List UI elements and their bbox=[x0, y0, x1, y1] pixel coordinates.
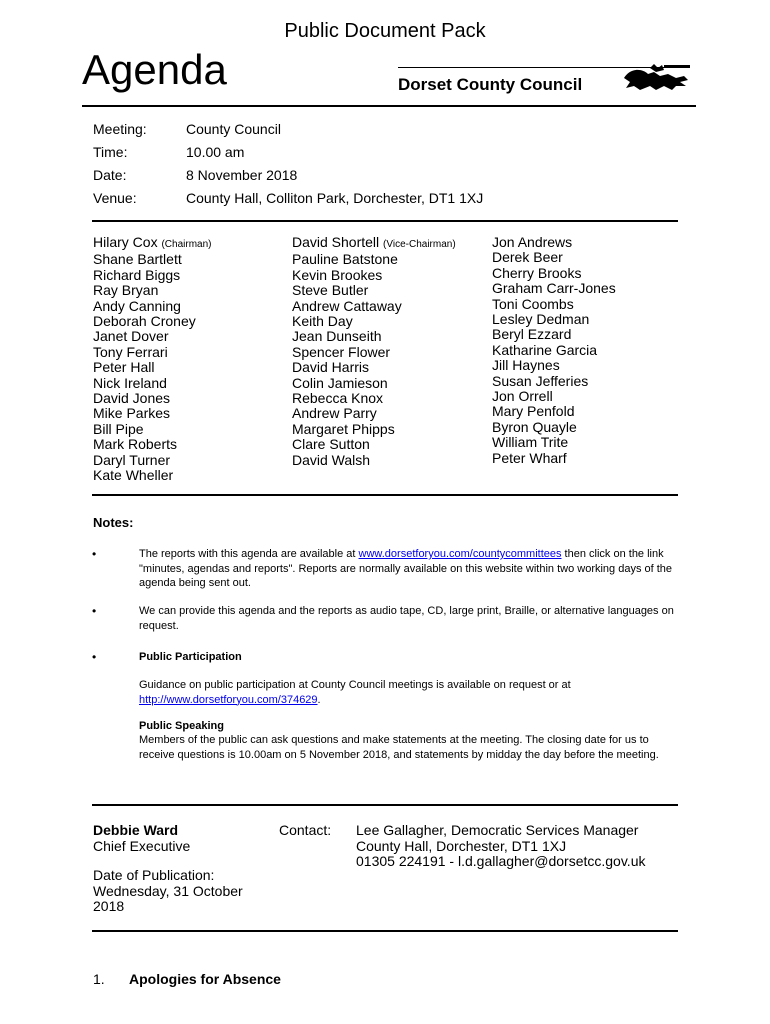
header-divider bbox=[82, 105, 696, 107]
member-name-text: Shane Bartlett bbox=[93, 251, 182, 268]
member-name bbox=[492, 312, 616, 327]
member-name bbox=[292, 283, 456, 298]
member-name-text: Ray Bryan bbox=[93, 282, 159, 299]
member-name bbox=[492, 266, 616, 281]
member-name bbox=[492, 343, 616, 358]
member-name-text: Jill Haynes bbox=[492, 357, 560, 374]
member-name bbox=[93, 391, 211, 406]
member-name-text: Peter Wharf bbox=[492, 449, 567, 466]
member-name bbox=[93, 283, 211, 298]
member-role: (Vice-Chairman) bbox=[383, 239, 456, 250]
agenda-item-number: 1. bbox=[93, 971, 105, 987]
member-name-text: David Harris bbox=[292, 359, 370, 376]
members-bottom-divider bbox=[92, 494, 678, 496]
member-name bbox=[93, 437, 211, 452]
member-name-text: David Walsh bbox=[292, 451, 371, 468]
member-name-text: Andrew Cattaway bbox=[292, 297, 402, 314]
member-name-text: Hilary Cox bbox=[93, 234, 158, 250]
members-top-divider bbox=[92, 220, 678, 222]
member-name bbox=[292, 376, 456, 391]
member-name bbox=[492, 235, 616, 250]
member-name bbox=[292, 268, 456, 283]
member-name bbox=[93, 314, 211, 329]
bullet-icon: • bbox=[92, 604, 97, 618]
time-value: 10.00 am bbox=[186, 144, 245, 160]
member-name-text: Mary Penfold bbox=[492, 403, 575, 420]
contact-label: Contact: bbox=[279, 822, 332, 838]
venue-label: Venue: bbox=[93, 190, 137, 206]
note-reports bbox=[139, 547, 679, 591]
member-name bbox=[93, 345, 211, 360]
member-name bbox=[492, 451, 616, 466]
agenda-item-title: Apologies for Absence bbox=[129, 971, 281, 987]
member-name bbox=[93, 422, 211, 437]
member-name bbox=[492, 389, 616, 404]
member-name bbox=[93, 376, 211, 391]
member-name bbox=[292, 314, 456, 329]
signatory-title: Chief Executive bbox=[93, 837, 191, 854]
member-name-text: Steve Butler bbox=[292, 282, 369, 299]
footer-bottom-divider bbox=[92, 930, 678, 932]
member-name-text: Nick Ireland bbox=[93, 374, 167, 391]
member-name bbox=[93, 453, 211, 468]
signatory-block bbox=[93, 823, 273, 915]
member-name-text: Rebecca Knox bbox=[292, 390, 384, 407]
member-name-text: Jean Dunseith bbox=[292, 328, 382, 345]
member-name-text: Mark Roberts bbox=[93, 436, 178, 453]
contact-line2: County Hall, Dorchester, DT1 1XJ bbox=[356, 837, 567, 854]
publication-date-line2: 2018 bbox=[93, 898, 125, 914]
contact-line1: Lee Gallagher, Democratic Services Manager bbox=[356, 822, 639, 838]
notes-heading: Notes: bbox=[93, 515, 134, 530]
member-name bbox=[492, 404, 616, 419]
member-name bbox=[93, 468, 211, 483]
member-name-text: Daryl Turner bbox=[93, 451, 171, 468]
member-name-text: Andrew Parry bbox=[292, 405, 377, 422]
member-name-text: Andy Canning bbox=[93, 297, 181, 314]
member-name-text: Toni Coombs bbox=[492, 295, 574, 312]
dorset-lion-crest-icon bbox=[620, 64, 692, 96]
member-name-text: Richard Biggs bbox=[93, 266, 181, 283]
member-name bbox=[292, 406, 456, 421]
committees-link[interactable]: www.dorsetforyou.com/countycommittees bbox=[358, 548, 562, 560]
publication-label: Date of Publication: bbox=[93, 867, 215, 883]
meeting-value: County Council bbox=[186, 121, 281, 137]
participation-link[interactable]: http://www.dorsetforyou.com/374629 bbox=[139, 693, 318, 706]
public-speaking-heading: Public Speaking bbox=[139, 720, 224, 732]
member-name-text: David Shortell bbox=[292, 234, 380, 250]
agenda-title: Agenda bbox=[82, 46, 227, 93]
member-name-text: Peter Hall bbox=[93, 359, 155, 376]
member-name bbox=[292, 453, 456, 468]
note-reports-text: The reports with this agenda are available at bbox=[139, 548, 359, 560]
member-name bbox=[93, 299, 211, 314]
public-speaking-text: Members of the public can ask questions and make statements at the meeting. The closing date for us to receive questions is 10.00am on 5 November 2018, and statements by midday the day before the meeting. bbox=[139, 734, 659, 761]
note-formats: We can provide this agenda and the reports as audio tape, CD, large print, Braille, or alternative languages on request. bbox=[139, 605, 674, 632]
member-name bbox=[292, 391, 456, 406]
member-name bbox=[93, 360, 211, 375]
public-participation-heading: Public Participation bbox=[139, 651, 242, 663]
bullet-icon: • bbox=[92, 547, 97, 561]
member-name-text: Katharine Garcia bbox=[492, 341, 598, 358]
member-name bbox=[93, 329, 211, 344]
council-name: Dorset County Council bbox=[398, 75, 583, 94]
publication-date-line1: Wednesday, 31 October bbox=[93, 882, 243, 899]
member-name-text: William Trite bbox=[492, 434, 569, 451]
member-name bbox=[93, 268, 211, 283]
member-name bbox=[492, 297, 616, 312]
member-name bbox=[292, 329, 456, 344]
member-name bbox=[93, 406, 211, 421]
member-name bbox=[292, 235, 456, 252]
member-role: (Chairman) bbox=[161, 239, 212, 250]
member-name-text: Derek Beer bbox=[492, 249, 563, 266]
member-name-text: Lesley Dedman bbox=[492, 311, 590, 328]
members-column-1 bbox=[93, 235, 211, 484]
member-name-text: Pauline Batstone bbox=[292, 251, 398, 268]
note-reports-text-cont: then click on the link "minutes, agendas and reports". Reports are normally available on this website within two working days of the agenda being sent out. bbox=[139, 548, 673, 589]
signatory-name: Debbie Ward bbox=[93, 822, 179, 838]
member-name-text: Colin Jamieson bbox=[292, 374, 388, 391]
guidance-text-end: . bbox=[317, 693, 321, 706]
participation-guidance bbox=[139, 678, 679, 707]
member-name-text: Kate Wheller bbox=[93, 467, 174, 484]
pack-title: Public Document Pack bbox=[284, 20, 486, 42]
date-value: 8 November 2018 bbox=[186, 167, 298, 183]
date-label: Date: bbox=[93, 167, 127, 183]
member-name bbox=[492, 374, 616, 389]
member-name bbox=[492, 327, 616, 342]
member-name bbox=[492, 250, 616, 265]
member-name-text: David Jones bbox=[93, 390, 171, 407]
member-name bbox=[292, 345, 456, 360]
member-name-text: Cherry Brooks bbox=[492, 264, 582, 281]
member-name-text: Mike Parkes bbox=[93, 405, 171, 422]
member-name-text: Kevin Brookes bbox=[292, 266, 383, 283]
time-label: Time: bbox=[93, 144, 128, 160]
member-name bbox=[292, 422, 456, 437]
member-name-text: Susan Jefferies bbox=[492, 372, 589, 389]
member-name-text: Tony Ferrari bbox=[93, 343, 168, 360]
member-name-text: Byron Quayle bbox=[492, 418, 577, 435]
member-name-text: Graham Carr-Jones bbox=[492, 280, 616, 297]
member-name bbox=[292, 437, 456, 452]
guidance-text: Guidance on public participation at County Council meetings is available on request or at bbox=[139, 679, 571, 691]
member-name-text: Margaret Phipps bbox=[292, 420, 395, 437]
member-name-text: Spencer Flower bbox=[292, 343, 391, 360]
bullet-icon: • bbox=[92, 650, 97, 664]
member-name-text: Jon Andrews bbox=[492, 234, 573, 250]
member-name-text: Janet Dover bbox=[93, 328, 169, 345]
member-name-text: Deborah Croney bbox=[93, 313, 196, 330]
member-name bbox=[292, 252, 456, 267]
member-name bbox=[292, 360, 456, 375]
contact-line3: 01305 224191 - l.d.gallagher@dorsetcc.gov.uk bbox=[356, 853, 646, 869]
member-name bbox=[492, 358, 616, 373]
footer-top-divider bbox=[92, 804, 678, 806]
member-name bbox=[93, 235, 211, 252]
member-name-text: Bill Pipe bbox=[93, 420, 144, 437]
member-name-text: Beryl Ezzard bbox=[492, 326, 572, 343]
venue-value: County Hall, Colliton Park, Dorchester, DT1 1XJ bbox=[186, 190, 484, 206]
members-column-2 bbox=[292, 235, 456, 468]
member-name bbox=[93, 252, 211, 267]
members-column-3 bbox=[492, 235, 616, 466]
meeting-label: Meeting: bbox=[93, 121, 147, 137]
member-name bbox=[492, 281, 616, 296]
member-name-text: Clare Sutton bbox=[292, 436, 370, 453]
member-name-text: Keith Day bbox=[292, 313, 353, 330]
contact-details bbox=[356, 823, 676, 870]
member-name-text: Jon Orrell bbox=[492, 388, 553, 405]
member-name bbox=[492, 435, 616, 450]
member-name bbox=[292, 299, 456, 314]
member-name bbox=[492, 420, 616, 435]
